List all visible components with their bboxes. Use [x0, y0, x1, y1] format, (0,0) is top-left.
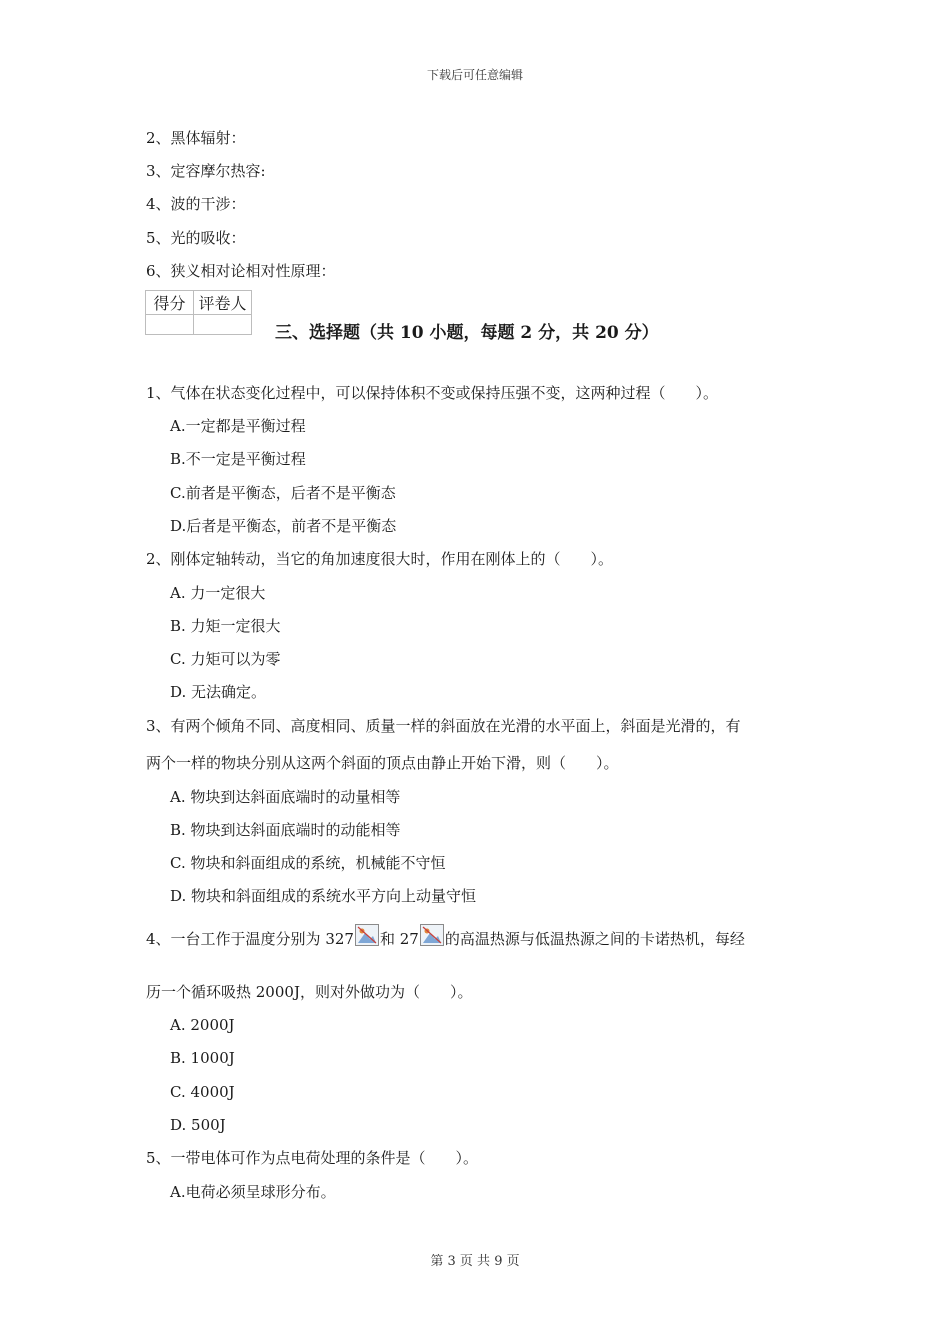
prev-item-3: 3、定容摩尔热容: — [146, 162, 266, 180]
question-1-option-d: D.后者是平衡态，前者不是平衡态 — [170, 517, 397, 535]
broken-image-icon — [420, 924, 444, 946]
question-3-option-a: A. 物块到达斜面底端时的动量相等 — [170, 788, 401, 806]
score-cell — [146, 315, 194, 335]
question-2-option-a: A. 力一定很大 — [170, 584, 266, 602]
grader-header: 评卷人 — [194, 291, 252, 315]
question-4-option-b: B. 1000J — [170, 1049, 235, 1067]
question-4-text-part1: 4、一台工作于温度分别为 327 — [146, 930, 354, 948]
question-2-option-c: C. 力矩可以为零 — [170, 650, 281, 668]
question-2-option-d: D. 无法确定。 — [170, 683, 267, 701]
question-5-stem: 5、一带电体可作为点电荷处理的条件是（ ）。 — [146, 1149, 479, 1167]
question-4-option-a: A. 2000J — [170, 1016, 235, 1034]
question-1-stem: 1、气体在状态变化过程中，可以保持体积不变或保持压强不变，这两种过程（ ）。 — [146, 384, 719, 402]
question-3-option-b: B. 物块到达斜面底端时的动能相等 — [170, 821, 401, 839]
score-header: 得分 — [146, 291, 194, 315]
page-header: 下载后可任意编辑 — [426, 68, 523, 82]
section-title: 三、选择题（共 10 小题，每题 2 分，共 20 分） — [275, 323, 659, 343]
broken-image-icon — [355, 924, 379, 946]
question-5-option-a: A.电荷必须呈球形分布。 — [170, 1183, 336, 1201]
question-3-option-c: C. 物块和斜面组成的系统，机械能不守恒 — [170, 854, 446, 872]
question-4-text-part3: 的高温热源与低温热源之间的卡诺热机，每经 — [444, 930, 745, 948]
question-2-option-b: B. 力矩一定很大 — [170, 617, 281, 635]
question-4-stem-line2: 历一个循环吸热 2000J，则对外做功为（ ）。 — [146, 983, 473, 1001]
prev-item-5: 5、光的吸收： — [146, 229, 246, 247]
question-4-option-d: D. 500J — [170, 1116, 226, 1134]
prev-item-2: 2、黑体辐射： — [146, 129, 246, 147]
prev-item-6: 6、狭义相对论相对性原理： — [146, 262, 336, 280]
question-1-option-c: C.前者是平衡态，后者不是平衡态 — [170, 484, 396, 502]
question-4-option-c: C. 4000J — [170, 1083, 235, 1101]
grader-cell — [194, 315, 252, 335]
score-table — [145, 290, 252, 335]
question-3-option-d: D. 物块和斜面组成的系统水平方向上动量守恒 — [170, 887, 477, 905]
question-4-stem-line1 — [146, 924, 745, 949]
question-2-stem: 2、刚体定轴转动，当它的角加速度很大时，作用在刚体上的（ ）。 — [146, 550, 614, 568]
question-4-text-part2: 和 27 — [379, 930, 419, 948]
question-1-option-b: B.不一定是平衡过程 — [170, 450, 306, 468]
question-3-stem-line1: 3、有两个倾角不同、高度相同、质量一样的斜面放在光滑的水平面上，斜面是光滑的，有 — [146, 717, 741, 735]
question-1-option-a: A.一定都是平衡过程 — [170, 417, 306, 435]
prev-item-4: 4、波的干涉： — [146, 195, 246, 213]
page-footer: 第 3 页 共 9 页 — [430, 1254, 520, 1269]
question-3-stem-line2: 两个一样的物块分别从这两个斜面的顶点由静止开始下滑，则（ ）。 — [146, 754, 619, 772]
